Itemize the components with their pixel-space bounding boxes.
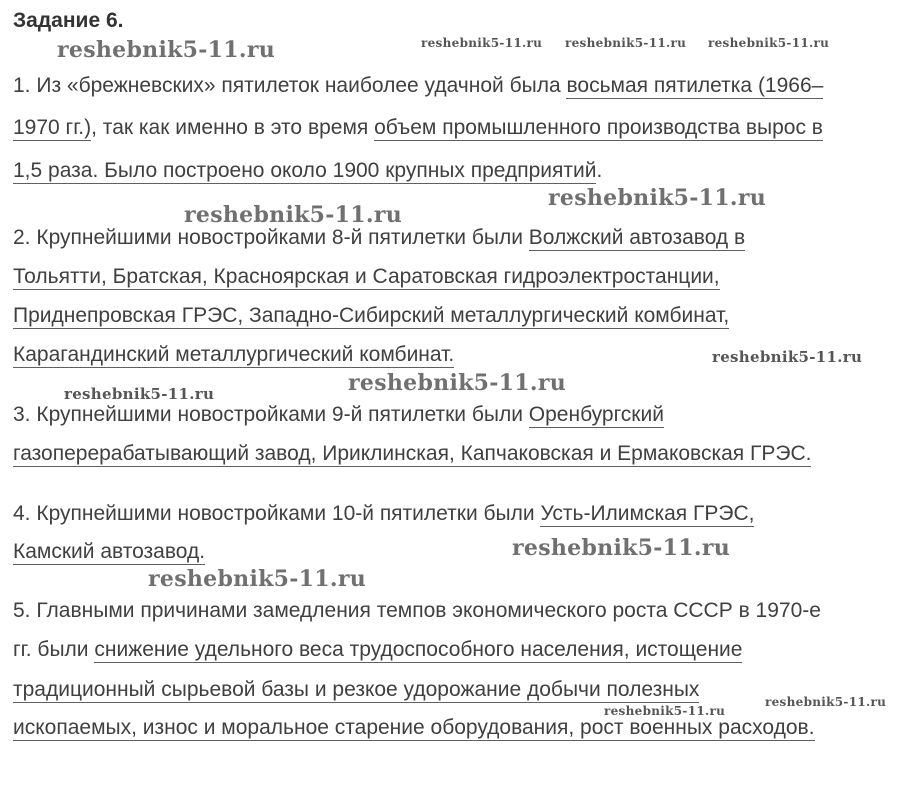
watermark: reshebnik5-11.ru — [712, 348, 863, 366]
watermark: reshebnik5-11.ru — [548, 185, 767, 211]
watermark: reshebnik5-11.ru — [512, 535, 731, 561]
watermark: reshebnik5-11.ru — [708, 36, 830, 50]
watermark: reshebnik5-11.ru — [604, 704, 726, 718]
watermark: reshebnik5-11.ru — [765, 695, 887, 709]
text-line-5: Тольятти, Братская, Красноярская и Саратовская гидроэлектростанции, — [13, 265, 720, 288]
watermark: reshebnik5-11.ru — [64, 385, 215, 403]
text-line-3: 1,5 раза. Было построено около 1900 крупных предприятий. — [13, 159, 603, 182]
text-line-13: гг. были снижение удельного веса трудоспособного населения, истощение — [13, 638, 743, 661]
text-line-11: Камский автозавод. — [13, 540, 206, 563]
text-line-2: 1970 гг.), так как именно в это время объем промышленного производства вырос в — [13, 116, 823, 139]
watermark: reshebnik5-11.ru — [348, 370, 567, 396]
text-line-15: ископаемых, износ и моральное старение оборудования, рост военных расходов. — [13, 716, 815, 739]
watermark: reshebnik5-11.ru — [184, 202, 403, 228]
text-line-1: 1. Из «брежневских» пятилеток наиболее удачной была восьмая пятилетка (1966– — [13, 74, 824, 97]
text-line-10: 4. Крупнейшими новостройками 10-й пятилетки были Усть-Илимская ГРЭС, — [13, 502, 755, 525]
text-line-8: 3. Крупнейшими новостройками 9-й пятилетки были Оренбургский — [13, 403, 664, 426]
watermark: reshebnik5-11.ru — [148, 566, 367, 592]
watermark: reshebnik5-11.ru — [57, 37, 276, 63]
task-title: Задание 6. — [13, 9, 124, 32]
text-line-14: традиционный сырьевой базы и резкое удорожание добычи полезных — [13, 678, 700, 701]
watermark: reshebnik5-11.ru — [421, 36, 543, 50]
text-line-7: Карагандинский металлургический комбинат. — [13, 343, 455, 366]
text-line-9: газоперерабатывающий завод, Ириклинская, Капчаковская и Ермаковская ГРЭС. — [13, 442, 812, 465]
text-line-6: Приднепровская ГРЭС, Западно-Сибирский металлургический комбинат, — [13, 304, 730, 327]
text-line-4: 2. Крупнейшими новостройками 8-й пятилетки были Волжский автозавод в — [13, 226, 746, 249]
text-line-12: 5. Главными причинами замедления темпов экономического роста СССР в 1970-е — [13, 599, 821, 622]
watermark: reshebnik5-11.ru — [565, 36, 687, 50]
